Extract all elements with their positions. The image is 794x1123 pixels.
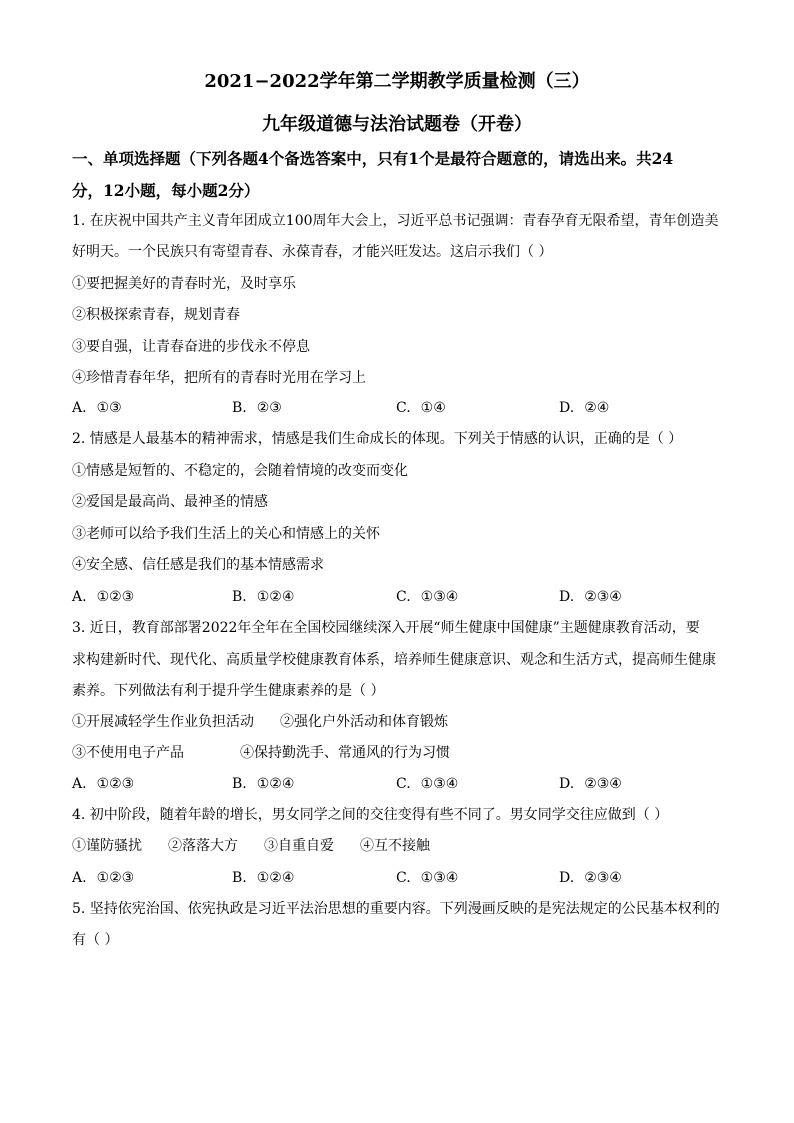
question-1-option-b[interactable]: B. ②③ [232,400,282,416]
question-2-statement-3: ③老师可以给予我们生活上的关心和情感上的关怀 [72,526,380,542]
question-2-option-a[interactable]: A. ①②③ [72,589,135,605]
exam-title: 2021−2022学年第二学期教学质量检测（三） [204,71,590,92]
question-4-options [72,867,732,889]
question-3-stem-line-2: 求构建新时代、现代化、高质量学校健康教育体系，培养师生健康意识、观念和生活方式，提高师生健康 [72,652,716,668]
question-2-option-d[interactable]: D. ②③④ [559,589,622,605]
question-3-options [72,773,732,795]
question-5-stem-line-2: 有（ ） [72,932,119,948]
question-4-option-b[interactable]: B. ①②④ [232,870,295,886]
question-1-stem-line-2: 好明天。一个民族只有寄望青春、永葆青春，才能兴旺发达。这启示我们（ ） [72,244,553,260]
question-2-option-c[interactable]: C. ①③④ [396,589,459,605]
question-2-options [72,586,732,608]
question-1-statement-1: ①要把握美好的青春时光，及时享乐 [72,276,296,292]
question-4-option-c[interactable]: C. ①③④ [396,870,459,886]
question-3-option-d[interactable]: D. ②③④ [559,776,622,792]
question-4-stem: 4. 初中阶段，随着年龄的增长，男女同学之间的交往变得有些不同了。男女同学交往应做到（ ） [72,807,669,823]
question-1-option-a[interactable]: A. ①③ [72,400,122,416]
question-3-option-c[interactable]: C. ①③④ [396,776,459,792]
question-4-option-a[interactable]: A. ①②③ [72,870,135,886]
question-4-statements [72,835,430,857]
question-2-option-b[interactable]: B. ①②④ [232,589,295,605]
question-3-stem-line-3: 素养。下列做法有利于提升学生健康素养的是（ ） [72,683,385,699]
question-5-stem-line-1: 5. 坚持依宪治国、依宪执政是习近平法治思想的重要内容。下列漫画反映的是宪法规定的公民基本权利的 [72,901,720,917]
question-1-statement-4: ④珍惜青春年华，把所有的青春时光用在学习上 [72,370,366,386]
section-heading-line-2: 分，12小题，每小题2分） [72,181,260,200]
question-4-statement-2: ②落落大方 [168,838,238,854]
question-3-statements-row-1 [72,711,448,733]
question-1-statement-2: ②积极探索青春，规划青春 [72,307,240,323]
question-4-option-d[interactable]: D. ②③④ [559,870,622,886]
question-3-statement-2: ②强化户外活动和体育锻炼 [280,714,448,730]
section-heading [72,143,732,207]
question-1-option-d[interactable]: D. ②④ [559,400,610,416]
question-2-statement-4: ④安全感、信任感是我们的基本情感需求 [72,557,324,573]
question-1-statement-3: ③要自强，让青春奋进的步伐永不停息 [72,339,310,355]
question-2-statement-2: ②爱国是最高尚、最神圣的情感 [72,494,268,510]
question-3-statement-1: ①开展减轻学生作业负担活动 [72,714,254,730]
question-3-option-b[interactable]: B. ①②④ [232,776,295,792]
question-2-stem: 2. 情感是人最基本的精神需求，情感是我们生命成长的体现。下列关于情感的认识，正确的是（ ） [72,431,683,447]
exam-subtitle: 九年级道德与法治试题卷（开卷） [262,114,532,135]
section-heading-line-1: 一、单项选择题（下列各题4个备选答案中，只有1个是最符合题意的，请选出来。共24 [72,149,674,168]
question-1-option-c[interactable]: C. ①④ [396,400,446,416]
question-3-statements-row-2 [72,742,450,764]
question-1-options [72,397,732,419]
question-2-statement-1: ①情感是短暂的、不稳定的，会随着情境的改变而变化 [72,463,408,479]
question-3-option-a[interactable]: A. ①②③ [72,776,135,792]
question-4-statement-1: ①谨防骚扰 [72,838,142,854]
question-3-stem-line-1: 3. 近日，教育部部署2022年全年在全国校园继续深入开展“师生健康中国健康”主题健康教育活动，要 [72,620,700,636]
question-3-statement-4: ④保持勤洗手、常通风的行为习惯 [240,745,450,761]
question-3-statement-3: ③不使用电子产品 [72,745,184,761]
question-4-statement-4: ④互不接触 [360,838,430,854]
question-1-stem-line-1: 1. 在庆祝中国共产主义青年团成立100周年大会上，习近平总书记强调：青春孕育无限希望，青年创造美 [72,213,719,229]
question-4-statement-3: ③自重自爱 [264,838,334,854]
